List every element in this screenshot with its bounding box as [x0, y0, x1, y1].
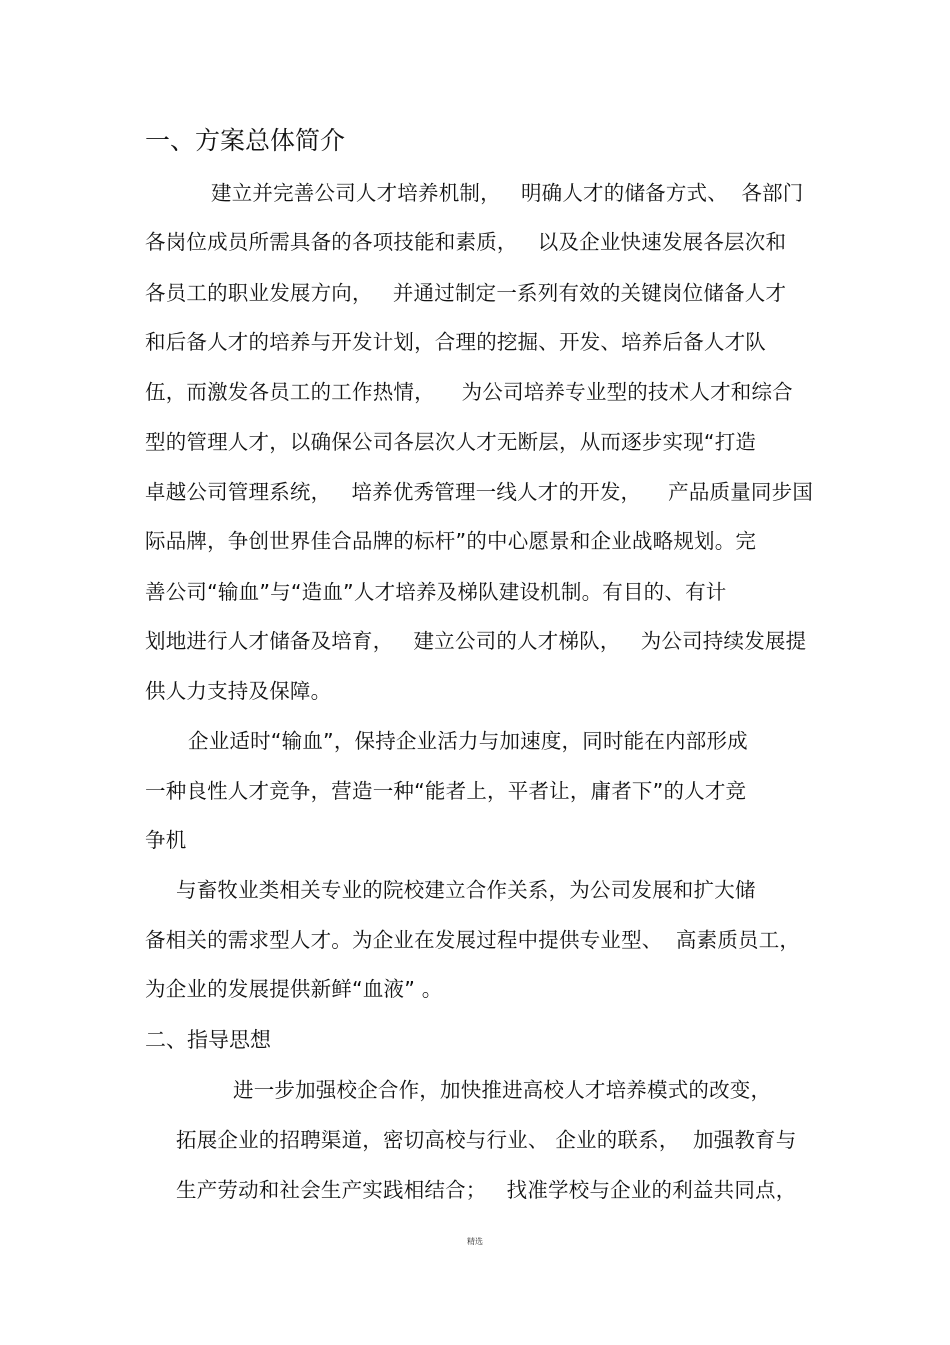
- text-line: 各岗位成员所需具备的各项技能和素质， 以及企业快速发展各层次和: [145, 230, 787, 254]
- text-line: 划地进行人才储备及培育， 建立公司的人才梯队， 为公司持续发展提: [145, 629, 807, 653]
- text-line: 和后备人才的培养与开发计划，合理的挖掘、开发、培养后备人才队: [145, 330, 766, 354]
- section-1-heading: 一、方案总体简介: [145, 126, 346, 155]
- text-line: 一种良性人才竞争，营造一种“能者上，平者让，庸者下”的人才竞: [145, 779, 747, 803]
- text-line: 企业适时“输血”，保持企业活力与加速度，同时能在内部形成: [188, 729, 748, 753]
- text-line: 备相关的需求型人才。为企业在发展过程中提供专业型、 高素质员工，: [145, 928, 801, 952]
- text-line: 建立并完善公司人才培养机制， 明确人才的储备方式、 各部门: [211, 181, 804, 205]
- text-line: 各员工的职业发展方向， 并通过制定一系列有效的关键岗位储备人才: [145, 281, 787, 305]
- text-line: 争机: [145, 828, 187, 852]
- text-line: 生产劳动和社会生产实践相结合； 找准学校与企业的利益共同点，: [176, 1178, 797, 1202]
- page-footer: 精选: [467, 1237, 483, 1246]
- text-line: 为企业的发展提供新鲜“血液” 。: [145, 977, 443, 1001]
- text-line: 际品牌，争创世界佳合品牌的标杆”的中心愿景和企业战略规划。完: [145, 529, 757, 553]
- text-line: 卓越公司管理系统， 培养优秀管理一线人才的开发， 产品质量同步国: [145, 480, 814, 504]
- text-line: 供人力支持及保障。: [145, 679, 332, 703]
- text-line: 与畜牧业类相关专业的院校建立合作关系，为公司发展和扩大储: [176, 878, 756, 902]
- text-line: 拓展企业的招聘渠道，密切高校与行业、 企业的联系， 加强教育与: [176, 1128, 797, 1152]
- text-line: 善公司“输血”与“造血”人才培养及梯队建设机制。有目的、有计: [145, 580, 727, 604]
- section-2-heading: 二、指导思想: [145, 1028, 271, 1052]
- text-line: 型的管理人才，以确保公司各层次人才无断层，从而逐步实现“打造: [145, 430, 757, 454]
- text-line: 进一步加强校企合作，加快推进高校人才培养模式的改变，: [233, 1078, 772, 1102]
- text-line: 伍，而激发各员工的工作热情， 为公司培养专业型的技术人才和综合: [145, 380, 793, 404]
